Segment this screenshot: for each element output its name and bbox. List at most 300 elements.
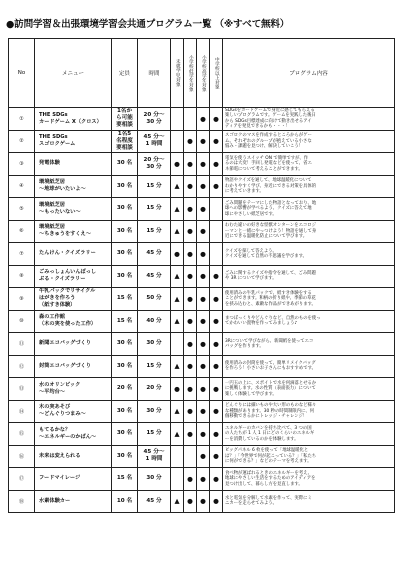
desc-line: 個移動できるかにトレッジ・チャレンジ！ xyxy=(225,414,308,420)
menu-line: ～もったいない～ xyxy=(39,208,81,215)
target-mark: ▲ xyxy=(171,490,184,513)
target-mark: ● xyxy=(184,243,197,266)
menu-name xyxy=(35,198,112,221)
desc-line: に考えていきます。 xyxy=(225,189,264,195)
menu-line: フードマイレージ xyxy=(39,475,81,482)
menu-line: 新聞エコバッグづくり xyxy=(39,340,91,347)
menu-line: カードゲーム X（クロス） xyxy=(39,118,102,125)
desc-line: クイズを探して答えよう。 xyxy=(225,248,277,254)
target-mark: ● xyxy=(210,355,223,378)
target-mark: ● xyxy=(197,175,210,198)
program-description xyxy=(223,265,395,288)
desc-line: ディアを発見できるかも・・・！ xyxy=(225,124,290,130)
capacity-line: 30 名 xyxy=(116,227,133,234)
time-cell xyxy=(138,288,171,311)
program-description xyxy=(223,490,395,513)
header-content: プログラム内容 xyxy=(223,39,395,108)
target-mark: ● xyxy=(197,355,210,378)
row-number: ⑫ xyxy=(9,355,35,378)
table-row xyxy=(9,378,395,401)
time-line: 15 分 xyxy=(146,362,162,369)
header-no: No xyxy=(9,39,35,108)
program-description xyxy=(223,400,395,423)
desc-line: 電気を使うスイッチ ON で簡単ですが、作 xyxy=(225,155,309,161)
menu-name xyxy=(35,378,112,401)
target-mark: ● xyxy=(210,468,223,491)
capacity-line: 1名か xyxy=(116,108,133,115)
menu-name xyxy=(35,355,112,378)
program-description xyxy=(223,310,395,333)
desc-line: 楽しいプログラムです。ゲームを実践した後日 xyxy=(225,113,316,119)
desc-line: 物語やクイズを通して、地球温暖化について xyxy=(225,178,312,184)
time-cell xyxy=(138,198,171,221)
desc-line: 一円玉の上に、スポイトで水を何滴落とせるか xyxy=(225,380,317,386)
target-mark xyxy=(171,468,184,491)
time-line: 30 分 xyxy=(146,475,162,482)
row-number: ⑬ xyxy=(9,378,35,401)
capacity-cell xyxy=(112,220,138,243)
desc-line: ごみに関するクイズや指令を通して、ごみ問題 xyxy=(225,271,316,277)
row-number: ② xyxy=(9,130,35,153)
capacity-line: 15 名 xyxy=(116,475,133,482)
row-number: ⑪ xyxy=(9,333,35,356)
row-number: ⑯ xyxy=(9,445,35,468)
desc-line: まつぼっくりやどんぐりなど、自然のものを使っ xyxy=(225,316,321,322)
target-mark: ▲ xyxy=(171,220,184,243)
table-row xyxy=(9,490,395,513)
desc-line: クイズを通して自然の不思議を学びます。 xyxy=(225,253,307,259)
menu-line: はがきを作ろう xyxy=(39,295,76,302)
menu-name xyxy=(35,333,112,356)
target-mark: ● xyxy=(210,490,223,513)
desc-line: を作ろう！小さいお子さんにもおすすめです。 xyxy=(225,366,316,372)
menu-name xyxy=(35,400,112,423)
program-description xyxy=(223,355,395,378)
program-description xyxy=(223,288,395,311)
time-line: 30 分 xyxy=(146,118,162,125)
row-number: ⑭ xyxy=(9,400,35,423)
target-mark xyxy=(171,333,184,356)
capacity-cell xyxy=(112,153,138,176)
row-number: ⑧ xyxy=(9,265,35,288)
time-line: 30 分 xyxy=(146,163,162,170)
menu-line: ～地球がいたいよ～ xyxy=(39,186,86,193)
program-description xyxy=(223,423,395,446)
target-mark: ● xyxy=(210,378,223,401)
capacity-line: 30 名 xyxy=(116,340,133,347)
time-line: 20 分～ xyxy=(143,111,165,118)
time-line: 40 分 xyxy=(146,317,162,324)
header-elementary-high: 小学校高学年対象 xyxy=(197,39,210,108)
desc-line: わむた違いの好きな怪獣オンターンをエコロジ xyxy=(225,223,316,229)
desc-line: ーを消費しているのかを体験します。 xyxy=(225,436,299,442)
time-cell xyxy=(138,175,171,198)
table-row xyxy=(9,355,395,378)
capacity-line: 15 名 xyxy=(116,295,133,302)
program-description xyxy=(223,108,395,131)
row-number: ⑥ xyxy=(9,220,35,243)
capacity-cell xyxy=(112,265,138,288)
target-mark: ● xyxy=(184,490,197,513)
program-description xyxy=(223,130,395,153)
target-mark xyxy=(210,243,223,266)
target-mark: ● xyxy=(210,423,223,446)
capacity-cell xyxy=(112,333,138,356)
menu-name xyxy=(35,288,112,311)
time-cell xyxy=(138,220,171,243)
desc-line: てかわいい置物を作ってみましょう♪ xyxy=(225,321,298,327)
time-cell xyxy=(138,310,171,333)
target-mark: ● xyxy=(197,468,210,491)
row-number: ⑦ xyxy=(9,243,35,266)
table-row xyxy=(9,243,395,266)
target-mark: ● xyxy=(210,175,223,198)
capacity-cell xyxy=(112,468,138,491)
header-menu: メニュー xyxy=(35,39,112,108)
header-elementary-low: 小学校低学年対象 xyxy=(184,39,197,108)
menu-name xyxy=(35,310,112,333)
capacity-cell xyxy=(112,490,138,513)
desc-line: は？」「今世界で何が起こっている？」「私たち xyxy=(225,453,317,459)
capacity-line: 30 名 xyxy=(116,205,133,212)
target-mark: ● xyxy=(210,310,223,333)
target-mark: ● xyxy=(197,108,210,131)
program-description xyxy=(223,378,395,401)
target-mark: ● xyxy=(197,243,210,266)
table-row xyxy=(9,445,395,468)
menu-line: （紙すき体験） xyxy=(39,302,76,309)
menu-line: 森の工作館 xyxy=(39,314,65,321)
menu-line: 環境紙芝居 xyxy=(39,179,65,186)
target-mark xyxy=(184,445,197,468)
desc-line: ム。それぞれのグループが抱えている小さな xyxy=(225,138,312,144)
target-mark: ● xyxy=(184,378,197,401)
time-cell xyxy=(138,355,171,378)
time-cell xyxy=(138,445,171,468)
target-mark: ● xyxy=(197,198,210,221)
target-mark: ● xyxy=(184,400,197,423)
program-description xyxy=(223,333,395,356)
table-row xyxy=(9,400,395,423)
target-mark: ▲ xyxy=(171,288,184,311)
table-row xyxy=(9,423,395,446)
row-number: ⑱ xyxy=(9,490,35,513)
table-row xyxy=(9,108,395,131)
target-mark: ● xyxy=(197,333,210,356)
header-time: 時間 xyxy=(138,39,171,108)
desc-line: 地球にやさしい生活をするためのアイディアを xyxy=(225,476,316,482)
desc-line: 球にやさしい紙芝居です。 xyxy=(225,211,277,217)
row-number: ① xyxy=(9,108,35,131)
table-row xyxy=(9,130,395,153)
target-mark: ● xyxy=(197,378,210,401)
menu-name xyxy=(35,445,112,468)
target-mark: ● xyxy=(184,333,197,356)
time-cell xyxy=(138,130,171,153)
time-cell xyxy=(138,378,171,401)
menu-line: ぶる・クイズラリー xyxy=(39,276,86,283)
time-cell xyxy=(138,108,171,131)
time-line: 45 分 xyxy=(146,272,162,279)
capacity-line: ら可能 xyxy=(116,115,133,122)
time-line: 20 分 xyxy=(146,385,162,392)
table-row xyxy=(9,310,395,333)
row-number: ⑨ xyxy=(9,288,35,311)
menu-line: 木の実あそび xyxy=(39,404,71,411)
target-mark: ▲ xyxy=(171,175,184,198)
target-mark: ● xyxy=(184,220,197,243)
menu-line: 水素体験カー xyxy=(39,497,71,504)
target-mark: ● xyxy=(171,243,184,266)
menu-name xyxy=(35,423,112,446)
target-mark: ● xyxy=(197,310,210,333)
menu-line: ～どんぐりつまみ～ xyxy=(39,411,86,418)
program-description xyxy=(223,198,395,221)
target-mark: ● xyxy=(171,378,184,401)
desc-line: 3Rについて学びながら、新聞紙を使ってエコ xyxy=(225,338,314,344)
target-mark: ● xyxy=(197,490,210,513)
time-line: 45 分～ xyxy=(143,134,165,141)
desc-line: に挑戦します。水の性質（表面張力）について xyxy=(225,386,316,392)
menu-name xyxy=(35,243,112,266)
row-number: ⑰ xyxy=(9,468,35,491)
time-line: 30 分 xyxy=(146,340,162,347)
target-mark: ● xyxy=(210,445,223,468)
target-mark xyxy=(171,108,184,131)
capacity-cell xyxy=(112,310,138,333)
desc-line: ネ節電について考えることができます。 xyxy=(225,166,303,172)
target-mark: ● xyxy=(197,220,210,243)
target-mark: ● xyxy=(210,108,223,131)
target-mark xyxy=(210,220,223,243)
capacity-line: 30 名 xyxy=(116,362,133,369)
target-mark: ● xyxy=(184,355,197,378)
header-capacity: 定員 xyxy=(112,39,138,108)
capacity-cell xyxy=(112,400,138,423)
desc-line: を挟み込むと、素敵な作品ができあがります。 xyxy=(225,301,316,307)
table-row xyxy=(9,198,395,221)
time-line: 30 分 xyxy=(146,407,162,414)
time-line: 45 分 xyxy=(146,497,162,504)
target-mark: ● xyxy=(184,265,197,288)
capacity-line: 要相談 xyxy=(116,144,133,151)
time-line: 45 分～ xyxy=(143,449,165,456)
menu-name xyxy=(35,468,112,491)
desc-line: エネルギーのカバンを持ち比べて、3 つの国 xyxy=(225,425,312,431)
target-mark: ● xyxy=(184,423,197,446)
target-mark: ● xyxy=(184,130,197,153)
desc-line: スゴロクのマスを作成するところからがゲー xyxy=(225,133,312,139)
capacity-cell xyxy=(112,198,138,221)
row-number: ④ xyxy=(9,175,35,198)
capacity-cell xyxy=(112,355,138,378)
time-line: 15 分 xyxy=(146,205,162,212)
desc-line: ビッグパネル 6 枚を使って「地球温暖化と xyxy=(225,448,309,454)
menu-name xyxy=(35,108,112,131)
capacity-line: 30 名 xyxy=(116,452,133,459)
time-cell xyxy=(138,423,171,446)
desc-line: 水と電気を分解して水素を作って、実際にミ xyxy=(225,496,312,502)
desc-line: 使用済みの牛乳パックで、紙すき体験をする xyxy=(225,290,312,296)
target-mark: ● xyxy=(184,288,197,311)
capacity-line: 20 名 xyxy=(116,385,133,392)
target-mark: ● xyxy=(197,265,210,288)
row-number: ⑮ xyxy=(9,423,35,446)
time-cell xyxy=(138,265,171,288)
desc-line: の人たちが 1 人 1 日にどのくらいのエネルギ xyxy=(225,431,315,437)
capacity-line: 15 名 xyxy=(116,317,133,324)
time-cell xyxy=(138,153,171,176)
time-line: 1 時間 xyxy=(145,141,163,148)
desc-line: や 3R について学びます。 xyxy=(225,276,277,282)
row-number: ③ xyxy=(9,153,35,176)
target-mark: ● xyxy=(210,130,223,153)
table-row xyxy=(9,153,395,176)
row-number: ⑩ xyxy=(9,310,35,333)
time-line: 50 分 xyxy=(146,295,162,302)
target-mark: ● xyxy=(197,445,210,468)
capacity-line: 名程度 xyxy=(116,137,133,144)
capacity-cell xyxy=(112,378,138,401)
desc-line: から SDGs目標達成に向けて動き出せるアイ xyxy=(225,118,312,124)
target-mark xyxy=(171,445,184,468)
menu-line: THE SDGs xyxy=(39,111,68,118)
desc-line: ごみ問題をテーマにした物語となっており、地 xyxy=(225,200,317,206)
program-description xyxy=(223,220,395,243)
capacity-line: 30 名 xyxy=(116,182,133,189)
capacity-line: 1名5 xyxy=(117,130,132,137)
capacity-line: 10 名 xyxy=(116,497,133,504)
time-line: 45 分 xyxy=(146,250,162,257)
program-description xyxy=(223,445,395,468)
target-mark: ● xyxy=(184,198,197,221)
desc-line: ーマンと一緒にやっつけよう！物語を通して身 xyxy=(225,228,317,234)
target-mark: ● xyxy=(197,153,210,176)
menu-line: ～平均台～ xyxy=(39,388,65,395)
menu-line: 水のオリンピック xyxy=(39,381,81,388)
capacity-line: 要相談 xyxy=(116,122,133,129)
table-row xyxy=(9,175,395,198)
menu-line: 未来は変えられる xyxy=(39,452,81,459)
menu-line: （木の実を使った工作） xyxy=(39,321,97,328)
capacity-cell xyxy=(112,130,138,153)
menu-line: ～ちきゅうをすくえ～ xyxy=(39,231,91,238)
target-mark: ▲ xyxy=(171,310,184,333)
menu-line: 発電体験 xyxy=(39,160,60,167)
time-cell xyxy=(138,468,171,491)
desc-line: るのは大変！手回し発電などを使って、省エ xyxy=(225,161,312,167)
program-description xyxy=(223,175,395,198)
menu-name xyxy=(35,265,112,288)
menu-line: 環境紙芝居 xyxy=(39,224,65,231)
menu-name xyxy=(35,220,112,243)
desc-line: SDGsをカードゲームで身近に感じてもらえる xyxy=(225,108,315,113)
target-mark xyxy=(210,198,223,221)
target-mark: ● xyxy=(197,400,210,423)
menu-line: 封筒エコバッグづくり xyxy=(39,362,91,369)
time-line: 15 分 xyxy=(146,182,162,189)
desc-line: ことができます。和柄の折り紙や、季節の草花 xyxy=(225,296,316,302)
menu-line: もてるかな？ xyxy=(39,426,71,433)
target-mark: ● xyxy=(184,175,197,198)
target-mark xyxy=(171,130,184,153)
capacity-line: 30 名 xyxy=(116,160,133,167)
menu-name xyxy=(35,130,112,153)
program-description xyxy=(223,468,395,491)
desc-line: 近にできる温暖化防止について学びます。 xyxy=(225,234,308,240)
target-mark: ● xyxy=(210,288,223,311)
header-preschool: 未就学児対象 xyxy=(171,39,184,108)
menu-name xyxy=(35,490,112,513)
desc-line: 使用済みの封筒を使って、簡単リメイクバッグ xyxy=(225,361,316,367)
target-mark: ▲ xyxy=(171,400,184,423)
desc-line: ニカーを走らせてみよう。 xyxy=(225,501,277,507)
program-table xyxy=(8,38,395,513)
time-cell xyxy=(138,333,171,356)
capacity-cell xyxy=(112,288,138,311)
table-row xyxy=(9,220,395,243)
target-mark: ● xyxy=(210,153,223,176)
desc-line: どんぐりには細いものや大い形のものなど様々 xyxy=(225,403,317,409)
desc-line: 球への影響が学べるよう、クイズに答えて地 xyxy=(225,206,312,212)
target-mark: ▲ xyxy=(171,265,184,288)
menu-name xyxy=(35,153,112,176)
target-mark: ● xyxy=(184,468,197,491)
capacity-line: 30 名 xyxy=(116,430,133,437)
capacity-cell xyxy=(112,445,138,468)
menu-line: 環境紙芝居 xyxy=(39,201,65,208)
target-mark: ● xyxy=(171,153,184,176)
time-line: 20 分～ xyxy=(143,156,165,163)
capacity-cell xyxy=(112,243,138,266)
menu-line: 牛乳パックでリサイクル xyxy=(39,288,96,295)
target-mark: ● xyxy=(210,333,223,356)
menu-line: たんけん・クイズラリー xyxy=(39,250,96,257)
table-row xyxy=(9,468,395,491)
program-description xyxy=(223,243,395,266)
target-mark: ▲ xyxy=(171,355,184,378)
desc-line: わかりやすく学び、身近にできる対策を具体的 xyxy=(225,183,317,189)
desc-line: に何ができる？」などのテーマを考えます。 xyxy=(225,459,312,465)
desc-line: 楽しく体験して学びます。 xyxy=(225,391,277,397)
capacity-line: 30 名 xyxy=(116,407,133,414)
capacity-cell xyxy=(112,423,138,446)
header-junior-high: 中学校以上対象 xyxy=(210,39,223,108)
menu-line: ごみっしょんいんぽっし xyxy=(39,269,97,276)
desc-line: な種類があります。30 秒の時間制限内に、何 xyxy=(225,408,315,414)
time-line: 1 時間 xyxy=(145,456,163,463)
target-mark: ▲ xyxy=(171,423,184,446)
time-line: 15 分 xyxy=(146,227,162,234)
capacity-line: 30 名 xyxy=(116,272,133,279)
time-line: 15 分 xyxy=(146,430,162,437)
menu-line: スゴロクゲーム xyxy=(39,141,76,148)
menu-name xyxy=(35,175,112,198)
capacity-line: 30 名 xyxy=(116,250,133,257)
table-row xyxy=(9,288,395,311)
row-number: ⑤ xyxy=(9,198,35,221)
page-title: ●訪問学習＆出張環境学習会共通プログラム一覧 （※すべて無料） xyxy=(6,19,290,30)
table-row xyxy=(9,333,395,356)
desc-line: 食べ物が運ばれるときのエネルギーを考え、 xyxy=(225,470,313,476)
menu-line: THE SDGs xyxy=(39,134,68,141)
time-cell xyxy=(138,400,171,423)
time-cell xyxy=(138,490,171,513)
table-row xyxy=(9,265,395,288)
program-description xyxy=(223,153,395,176)
target-mark: ● xyxy=(197,423,210,446)
desc-line: バッグを作ります。 xyxy=(225,343,264,349)
